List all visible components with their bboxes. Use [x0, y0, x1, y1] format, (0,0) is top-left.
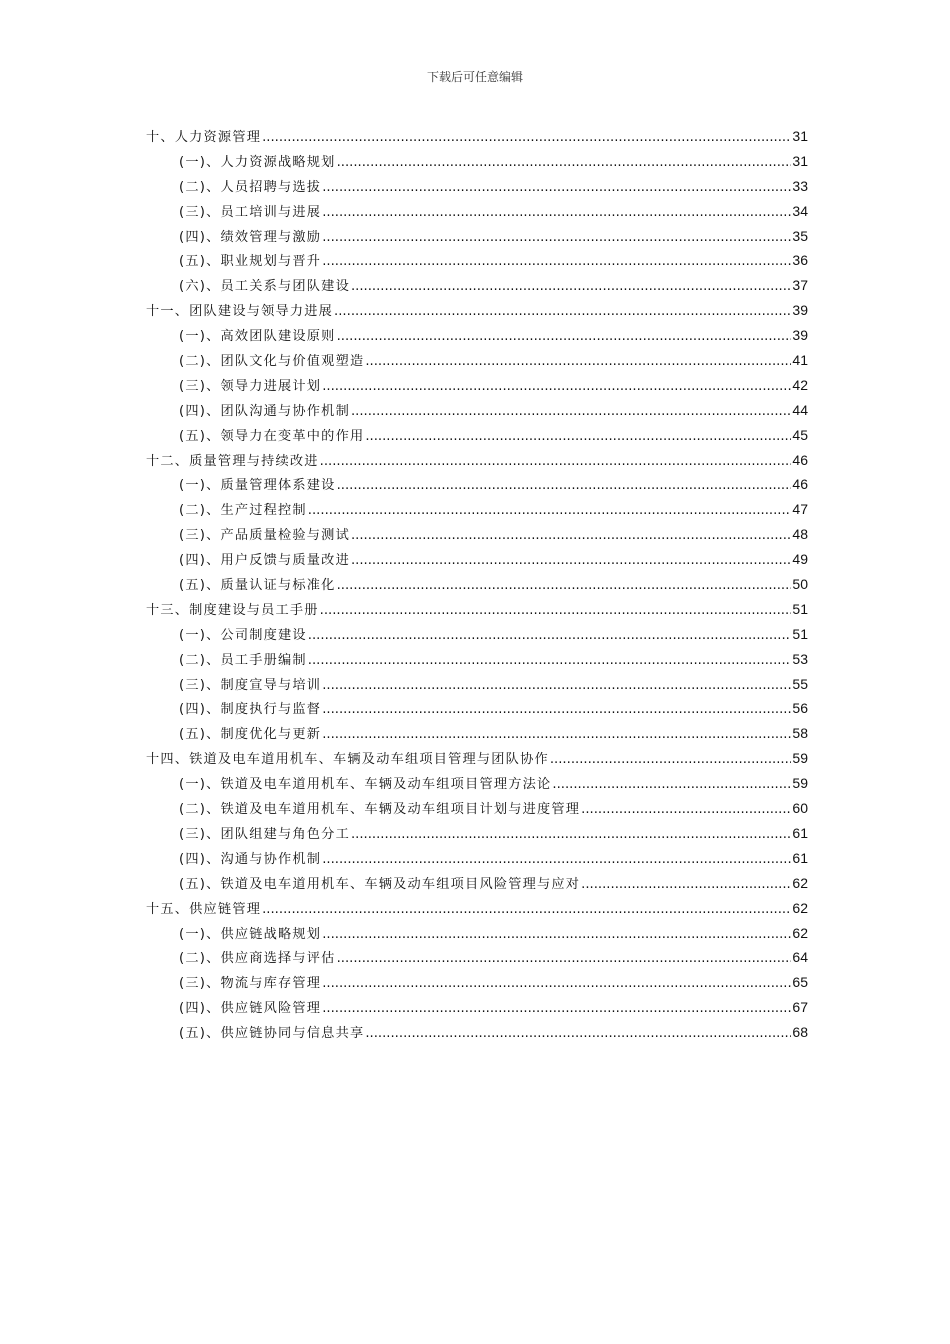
toc-entry-page-number: 49 [792, 551, 808, 568]
toc-entry-label: 十三、制度建设与员工手册 [146, 602, 319, 618]
dot-leader [322, 927, 791, 942]
dot-leader [320, 454, 792, 469]
dot-leader [552, 777, 791, 792]
toc-section-entry[interactable] [146, 1022, 808, 1047]
toc-entry-page-number: 51 [792, 625, 808, 642]
toc-entry-label: (五)、铁道及电车道用机车、车辆及动车组项目风险管理与应对 [179, 876, 581, 892]
toc-section-entry[interactable] [146, 972, 808, 997]
toc-entry-page-number: 61 [792, 824, 808, 841]
toc-entry-label: (二)、供应商选择与评估 [179, 951, 336, 967]
toc-entry-page-number: 36 [792, 252, 808, 269]
toc-entry-label: 十一、团队建设与领导力进展 [146, 304, 334, 320]
toc-section-entry[interactable] [146, 151, 808, 176]
toc-entry-page-number: 62 [792, 924, 808, 941]
toc-chapter-entry[interactable] [146, 599, 808, 624]
toc-entry-page-number: 50 [792, 576, 808, 593]
toc-entry-label: (一)、供应链战略规划 [179, 926, 322, 942]
dot-leader [337, 329, 792, 344]
toc-entry-page-number: 58 [792, 725, 808, 742]
toc-chapter-entry[interactable] [146, 450, 808, 475]
toc-section-entry[interactable] [146, 425, 808, 450]
toc-entry-page-number: 37 [792, 277, 808, 294]
toc-entry-label: 十、人力资源管理 [146, 130, 262, 145]
toc-entry-label: (三)、产品质量检验与测试 [179, 528, 350, 544]
dot-leader [320, 603, 792, 618]
dot-leader [334, 304, 791, 319]
dot-leader [322, 1001, 791, 1016]
dot-leader [322, 230, 791, 245]
toc-entry-label: (三)、物流与库存管理 [179, 976, 322, 992]
toc-section-entry[interactable] [146, 524, 808, 549]
toc-entry-page-number: 56 [792, 700, 808, 717]
toc-entry-page-number: 62 [792, 874, 808, 891]
toc-entry-label: (一)、人力资源战略规划 [179, 154, 336, 170]
toc-entry-label: (五)、制度优化与更新 [179, 727, 322, 743]
toc-entry-page-number: 62 [792, 899, 808, 916]
toc-entry-page-number: 68 [792, 1024, 808, 1041]
toc-entry-label: (四)、制度执行与监督 [179, 702, 322, 718]
table-of-contents [146, 126, 808, 1047]
toc-entry-page-number: 46 [792, 451, 808, 468]
toc-entry-label: (四)、用户反馈与质量改进 [179, 553, 350, 569]
toc-entry-label: (三)、团队组建与角色分工 [179, 826, 350, 842]
toc-chapter-entry[interactable] [146, 748, 808, 773]
toc-section-entry[interactable] [146, 226, 808, 251]
toc-entry-label: (三)、员工培训与进展 [179, 204, 322, 220]
dot-leader [365, 1026, 791, 1041]
dot-leader [351, 553, 791, 568]
toc-section-entry[interactable] [146, 698, 808, 723]
dot-leader [322, 702, 791, 717]
toc-entry-page-number: 42 [792, 376, 808, 393]
toc-entry-label: (一)、质量管理体系建设 [179, 478, 336, 494]
toc-section-entry[interactable] [146, 947, 808, 972]
toc-entry-page-number: 53 [792, 650, 808, 667]
dot-leader [262, 902, 791, 917]
dot-leader [351, 827, 791, 842]
toc-entry-page-number: 60 [792, 800, 808, 817]
toc-entry-label: 十五、供应链管理 [146, 901, 262, 917]
toc-entry-page-number: 34 [792, 202, 808, 219]
toc-section-entry[interactable] [146, 201, 808, 226]
toc-entry-label: (四)、供应链风险管理 [179, 1001, 322, 1017]
toc-entry-page-number: 31 [792, 152, 808, 169]
toc-entry-label: (二)、团队文化与价值观塑造 [179, 354, 365, 370]
toc-entry-page-number: 65 [792, 974, 808, 991]
toc-section-entry[interactable] [146, 923, 808, 948]
dot-leader [581, 802, 791, 817]
dot-leader [322, 379, 791, 394]
toc-section-entry[interactable] [146, 674, 808, 699]
toc-entry-label: (二)、员工手册编制 [179, 652, 307, 668]
toc-entry-page-number: 64 [792, 949, 808, 966]
toc-section-entry[interactable] [146, 823, 808, 848]
toc-entry-page-number: 44 [792, 401, 808, 418]
toc-section-entry[interactable] [146, 798, 808, 823]
toc-entry-page-number: 47 [792, 501, 808, 518]
toc-entry-label: (三)、制度宣导与培训 [179, 677, 322, 693]
toc-entry-page-number: 51 [792, 600, 808, 617]
toc-section-entry[interactable] [146, 250, 808, 275]
toc-entry-label: (五)、领导力在变革中的作用 [179, 428, 365, 444]
dot-leader [322, 205, 791, 220]
dot-leader [337, 478, 792, 493]
toc-entry-page-number: 55 [792, 675, 808, 692]
toc-section-entry[interactable] [146, 350, 808, 375]
toc-entry-page-number: 48 [792, 526, 808, 543]
toc-section-entry[interactable] [146, 773, 808, 798]
toc-section-entry[interactable] [146, 275, 808, 300]
dot-leader [308, 628, 792, 643]
toc-chapter-entry[interactable] [146, 126, 808, 151]
dot-leader [365, 354, 791, 369]
toc-entry-page-number: 41 [792, 352, 808, 369]
dot-leader [322, 254, 791, 269]
dot-leader [337, 155, 792, 170]
toc-entry-label: (一)、公司制度建设 [179, 627, 307, 643]
toc-entry-page-number: 61 [792, 849, 808, 866]
toc-section-entry[interactable] [146, 176, 808, 201]
dot-leader [351, 528, 791, 543]
toc-entry-label: 十二、质量管理与持续改进 [146, 453, 319, 469]
toc-entry-label: (五)、质量认证与标准化 [179, 578, 336, 594]
dot-leader [322, 180, 791, 195]
toc-section-entry[interactable] [146, 574, 808, 599]
toc-entry-page-number: 39 [792, 327, 808, 344]
dot-leader [581, 877, 791, 892]
toc-section-entry[interactable] [146, 723, 808, 748]
toc-entry-label: (五)、职业规划与晋升 [179, 254, 322, 270]
toc-entry-page-number: 67 [792, 999, 808, 1016]
toc-entry-label: (四)、绩效管理与激励 [179, 229, 322, 245]
toc-section-entry[interactable] [146, 474, 808, 499]
toc-entry-page-number: 59 [792, 750, 808, 767]
toc-entry-page-number: 39 [792, 302, 808, 319]
dot-leader [308, 653, 792, 668]
page-header: 下载后可任意编辑 [426, 70, 523, 84]
dot-leader [308, 503, 792, 518]
toc-chapter-entry[interactable] [146, 300, 808, 325]
toc-entry-label: (二)、人员招聘与选拔 [179, 179, 322, 195]
toc-entry-page-number: 59 [792, 775, 808, 792]
toc-chapter-entry[interactable] [146, 898, 808, 923]
dot-leader [322, 678, 791, 693]
toc-entry-label: (三)、领导力进展计划 [179, 378, 322, 394]
dot-leader [322, 976, 791, 991]
toc-entry-label: (二)、铁道及电车道用机车、车辆及动车组项目计划与进度管理 [179, 802, 581, 818]
dot-leader [322, 727, 791, 742]
dot-leader [337, 951, 792, 966]
toc-section-entry[interactable] [146, 499, 808, 524]
toc-entry-label: (四)、沟通与协作机制 [179, 851, 322, 867]
toc-entry-page-number: 31 [792, 128, 808, 144]
dot-leader [322, 852, 791, 867]
dot-leader [262, 130, 791, 145]
toc-entry-page-number: 33 [792, 177, 808, 194]
dot-leader [365, 429, 791, 444]
toc-entry-label: 十四、铁道及电车道用机车、车辆及动车组项目管理与团队协作 [146, 752, 549, 768]
toc-entry-label: (一)、高效团队建设原则 [179, 329, 336, 345]
toc-section-entry[interactable] [146, 400, 808, 425]
toc-section-entry[interactable] [146, 624, 808, 649]
toc-section-entry[interactable] [146, 873, 808, 898]
toc-entry-label: (二)、生产过程控制 [179, 503, 307, 519]
toc-section-entry[interactable] [146, 549, 808, 574]
dot-leader [351, 279, 791, 294]
toc-section-entry[interactable] [146, 848, 808, 873]
toc-section-entry[interactable] [146, 325, 808, 350]
toc-entry-label: (六)、员工关系与团队建设 [179, 279, 350, 295]
dot-leader [337, 578, 792, 593]
dot-leader [351, 404, 791, 419]
toc-entry-page-number: 35 [792, 227, 808, 244]
toc-section-entry[interactable] [146, 375, 808, 400]
toc-section-entry[interactable] [146, 649, 808, 674]
toc-section-entry[interactable] [146, 997, 808, 1022]
toc-entry-label: (五)、供应链协同与信息共享 [179, 1026, 365, 1042]
toc-entry-page-number: 45 [792, 426, 808, 443]
toc-entry-label: (四)、团队沟通与协作机制 [179, 403, 350, 419]
toc-entry-label: (一)、铁道及电车道用机车、车辆及动车组项目管理方法论 [179, 777, 552, 793]
toc-entry-page-number: 46 [792, 476, 808, 493]
dot-leader [550, 752, 792, 767]
